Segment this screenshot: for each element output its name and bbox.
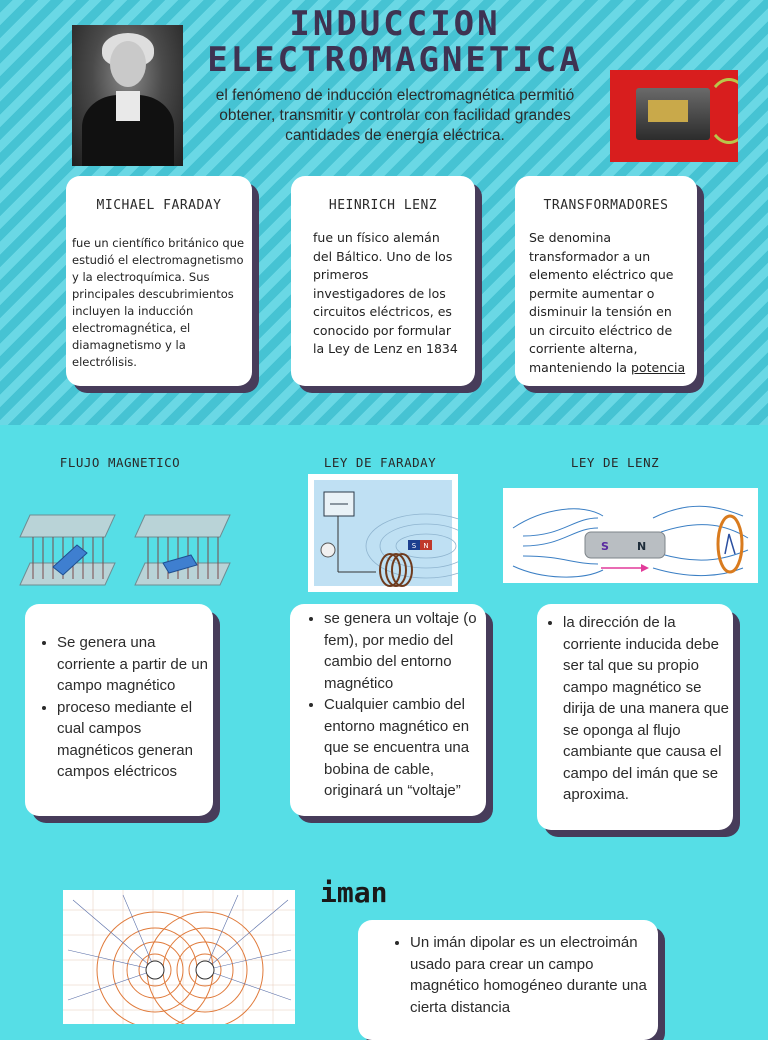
list-item: • Un imán dipolar es un electroimán usado para crear un campo magnético homogéneo durante una cierta distancia xyxy=(410,932,658,1018)
card-text xyxy=(529,229,689,377)
list-item: • proceso mediante el cual campos magnéticos generan campos eléctricos xyxy=(57,697,213,783)
card-title: TRANSFORMADORES xyxy=(543,198,669,213)
card-text-body: Se denomina transformador a un elemento eléctrico que permite aumentar o disminuir la tensión en un circuito eléctrico de corriente alterna, manteniendo la xyxy=(529,230,674,375)
ley-de-lenz-label: LEY DE LENZ xyxy=(570,455,660,470)
card-text: fue un científico británico que estudió el electromagnetismo y la electroquímica. Sus principales descubrimientos incluyen la inducción electromagnética, el diamagnetismo y la electrólisis. xyxy=(72,236,245,369)
lenz-north-label: N xyxy=(637,540,647,553)
card-heinrich-lenz xyxy=(291,176,475,386)
faraday-north-label: N xyxy=(423,542,429,550)
card-transformadores xyxy=(515,176,697,386)
card-title: HEINRICH LENZ xyxy=(328,198,438,213)
magnetic-flux-diagram xyxy=(15,505,240,590)
list-item: • se genera un voltaje (o fem), por medio del cambio del entorno magnético xyxy=(324,608,486,694)
flujo-bullets-list xyxy=(25,632,213,783)
flux-plane-left xyxy=(20,515,115,585)
faraday-bullets-list xyxy=(290,608,486,802)
lenz-bullets-list xyxy=(537,612,733,806)
iman-bullets-card xyxy=(358,920,658,1040)
title-line-1: INDUCCION xyxy=(289,4,501,44)
lenz-law-diagram xyxy=(503,488,758,583)
potencia-link[interactable]: potencia xyxy=(631,359,686,375)
card-michael-faraday xyxy=(66,176,252,386)
iman-title: iman xyxy=(320,876,388,909)
intro-text: el fenómeno de inducción electromagnética permitió obtener, transmitir y controlar con facilidad grandes cantidades de energía eléctrica. xyxy=(215,87,575,144)
list-item: • la dirección de la corriente inducida debe ser tal que su propio campo magnético se dirija de una manera que se oponga al flujo cambiante que causa el campo del imán que se aproxima. xyxy=(563,612,733,806)
faraday-bullets-card xyxy=(290,604,486,816)
flux-plane-right xyxy=(135,515,230,585)
card-text: fue un físico alemán del Báltico. Uno de los primeros investigadores de los circuitos eléctricos, es conocido por formular la Ley de Lenz en 1834 xyxy=(313,230,458,356)
list-item: • Cualquier cambio del entorno magnético en que se encuentra una bobina de cable, originará un “voltaje” xyxy=(324,694,486,802)
page-title xyxy=(195,6,595,78)
faraday-portrait-image xyxy=(72,25,183,166)
flujo-bullets-card xyxy=(25,604,213,816)
lenz-south-label: S xyxy=(601,540,609,553)
title-line-2: ELECTROMAGNETICA xyxy=(207,40,583,80)
lenz-bullets-card xyxy=(537,604,733,830)
card-title: MICHAEL FARADAY xyxy=(96,198,222,213)
list-item: • Se genera una corriente a partir de un campo magnético xyxy=(57,632,213,697)
dipole-field-diagram xyxy=(63,890,295,1024)
faraday-law-diagram xyxy=(308,474,458,592)
transformer-image xyxy=(610,70,738,162)
iman-bullets-list xyxy=(358,932,658,1018)
flujo-magnetico-label: FLUJO MAGNETICO xyxy=(59,455,181,470)
ley-de-faraday-label: LEY DE FARADAY xyxy=(323,455,437,470)
faraday-south-label: S xyxy=(411,542,417,550)
